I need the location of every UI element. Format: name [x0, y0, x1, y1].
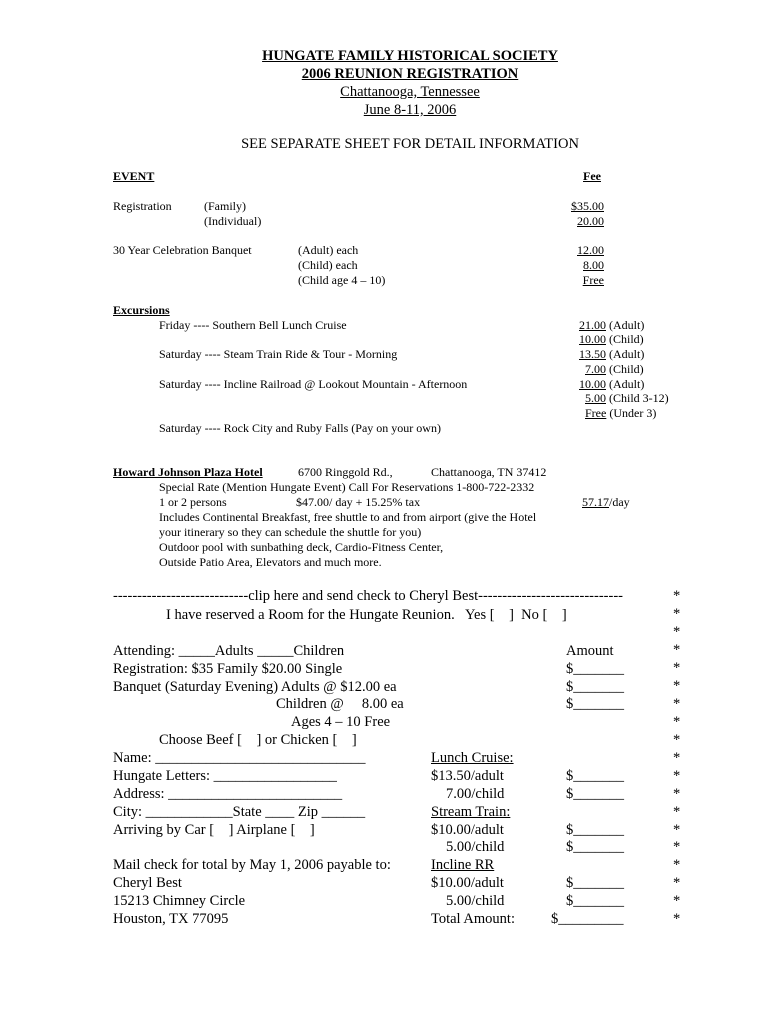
fee-banquet-adult: 12.00 [577, 243, 604, 257]
banquet-adult-amount-blank: $_______ [566, 679, 624, 695]
hotel-special-rate: Special Rate (Mention Hungate Event) Call For Reservations 1-800-722-2332 [159, 480, 535, 494]
incline-adult-price: $10.00/adult [431, 875, 504, 891]
clip-edge-star: * [673, 786, 681, 802]
banquet-child: (Child) each [298, 258, 358, 272]
fee-train-child: 7.00 (Child) [585, 362, 644, 376]
clip-edge-star: * [673, 696, 681, 712]
clip-edge-star: * [673, 768, 681, 784]
address-field: Address: ________________________ [113, 786, 343, 802]
banquet-children-amount-blank: $_______ [566, 696, 624, 712]
org-title: HUNGATE FAMILY HISTORICAL SOCIETY [262, 48, 558, 64]
excursion-saturday-rock-city: Saturday ---- Rock City and Ruby Falls (Pay on your own) [159, 421, 441, 435]
banquet-adult: (Adult) each [298, 243, 359, 257]
clip-edge-star: * [673, 732, 681, 748]
clip-edge-star: * [673, 875, 681, 891]
total-amount-blank: $_________ [551, 911, 624, 927]
arriving-field: Arriving by Car [ ] Airplane [ ] [113, 822, 315, 838]
fee-family: $35.00 [571, 199, 604, 213]
name-field: Name: _____________________________ [113, 750, 366, 766]
banquet-line: Banquet (Saturday Evening) Adults @ $12.00 ea [113, 679, 397, 695]
clip-edge-star: * [673, 839, 681, 855]
payee-name: Cheryl Best [113, 875, 182, 891]
lunch-adult-price: $13.50/adult [431, 768, 504, 784]
attending-field: Attending: _____Adults _____Children [113, 643, 345, 659]
train-child-price: 5.00/child [446, 839, 505, 855]
event-column-heading: EVENT [113, 169, 155, 183]
registration-family: (Family) [204, 199, 246, 213]
incline-child-price: 5.00/child [446, 893, 505, 909]
excursion-saturday-incline: Saturday ---- Incline Railroad @ Lookout Mountain - Afternoon [159, 377, 468, 391]
hungate-letters-field: Hungate Letters: _________________ [113, 768, 337, 784]
excursion-saturday-train: Saturday ---- Steam Train Ride & Tour - Morning [159, 347, 398, 361]
hotel-includes-line: Outdoor pool with sunbathing deck, Cardio-Fitness Center, [159, 540, 444, 554]
clip-edge-star: * [673, 660, 681, 676]
hotel-includes-line: Outside Patio Area, Elevators and much more. [159, 555, 382, 569]
mail-instruction: Mail check for total by May 1, 2006 payable to: [113, 857, 391, 873]
fee-incline-free: Free (Under 3) [585, 406, 657, 420]
clip-edge-star: * [673, 606, 681, 622]
clip-edge-star: * [673, 857, 681, 873]
hotel-price: 57.17/day [582, 495, 630, 509]
incline-adult-amount-blank: $_______ [566, 875, 624, 891]
clip-edge-star: * [673, 588, 681, 604]
clip-edge-star: * [673, 714, 681, 730]
incline-rr-heading: Incline RR [431, 857, 495, 873]
fee-individual: 20.00 [577, 214, 604, 228]
total-amount-label: Total Amount: [431, 911, 515, 927]
event-city: Chattanooga, Tennessee [340, 84, 480, 100]
hotel-address: 6700 Ringgold Rd., [298, 465, 393, 479]
excursions-heading: Excursions [113, 303, 170, 317]
registration-individual: (Individual) [204, 214, 262, 228]
clip-edge-star: * [673, 893, 681, 909]
clip-edge-star: * [673, 822, 681, 838]
payee-city: Houston, TX 77095 [113, 911, 229, 927]
train-adult-amount-blank: $_______ [566, 822, 624, 838]
clip-line: ----------------------------clip here and send check to Cheryl Best------------------------------ [113, 588, 623, 604]
train-adult-price: $10.00/adult [431, 822, 504, 838]
lunch-adult-amount-blank: $_______ [566, 768, 624, 784]
hotel-includes-line: Includes Continental Breakfast, free shuttle to and from airport (give the Hotel [159, 510, 537, 524]
registration-label: Registration [113, 199, 172, 213]
registration-amount-blank: $_______ [566, 661, 624, 677]
fee-incline-child: 5.00 (Child 3-12) [585, 391, 669, 405]
hotel-city: Chattanooga, TN 37412 [431, 465, 547, 479]
banquet-ages-line: Ages 4 – 10 Free [291, 714, 391, 730]
clip-edge-star: * [673, 804, 681, 820]
lunch-child-price: 7.00/child [446, 786, 505, 802]
lunch-cruise-heading: Lunch Cruise: [431, 750, 514, 766]
fee-train-adult: 13.50 (Adult) [579, 347, 645, 361]
fee-cruise-adult: 21.00 (Adult) [579, 318, 645, 332]
incline-child-amount-blank: $_______ [566, 893, 624, 909]
city-state-zip-field: City: ____________State ____ Zip ______ [113, 804, 366, 820]
hotel-persons: 1 or 2 persons [159, 495, 227, 509]
meal-choice-line: Choose Beef [ ] or Chicken [ ] [159, 732, 357, 748]
clip-edge-star: * [673, 624, 681, 640]
banquet-child-age: (Child age 4 – 10) [298, 273, 386, 287]
clip-edge-star: * [673, 911, 681, 927]
clip-edge-star: * [673, 750, 681, 766]
clip-edge-star: * [673, 678, 681, 694]
hotel-includes-line: your itinerary so they can schedule the shuttle for you) [159, 525, 422, 539]
stream-train-heading: Stream Train: [431, 804, 511, 820]
payee-street: 15213 Chimney Circle [113, 893, 246, 909]
clip-edge-star: * [673, 642, 681, 658]
excursion-friday: Friday ---- Southern Bell Lunch Cruise [159, 318, 347, 332]
detail-notice: SEE SEPARATE SHEET FOR DETAIL INFORMATION [241, 136, 579, 152]
hotel-name: Howard Johnson Plaza Hotel [113, 465, 263, 479]
registration-line: Registration: $35 Family $20.00 Single [113, 661, 343, 677]
banquet-label: 30 Year Celebration Banquet [113, 243, 252, 257]
room-reserved-question: I have reserved a Room for the Hungate Reunion. Yes [ ] No [ ] [166, 607, 567, 623]
fee-banquet-child: 8.00 [583, 258, 604, 272]
form-title: 2006 REUNION REGISTRATION [301, 66, 519, 82]
fee-incline-adult: 10.00 (Adult) [579, 377, 645, 391]
amount-heading: Amount [566, 643, 614, 659]
event-dates: June 8-11, 2006 [363, 102, 457, 118]
fee-banquet-free: Free [582, 273, 604, 287]
banquet-children-line: Children @ 8.00 ea [276, 696, 404, 712]
hotel-rate: $47.00/ day + 15.25% tax [296, 495, 421, 509]
fee-column-heading: Fee [583, 169, 601, 183]
fee-cruise-child: 10.00 (Child) [579, 332, 644, 346]
train-child-amount-blank: $_______ [566, 839, 624, 855]
lunch-child-amount-blank: $_______ [566, 786, 624, 802]
